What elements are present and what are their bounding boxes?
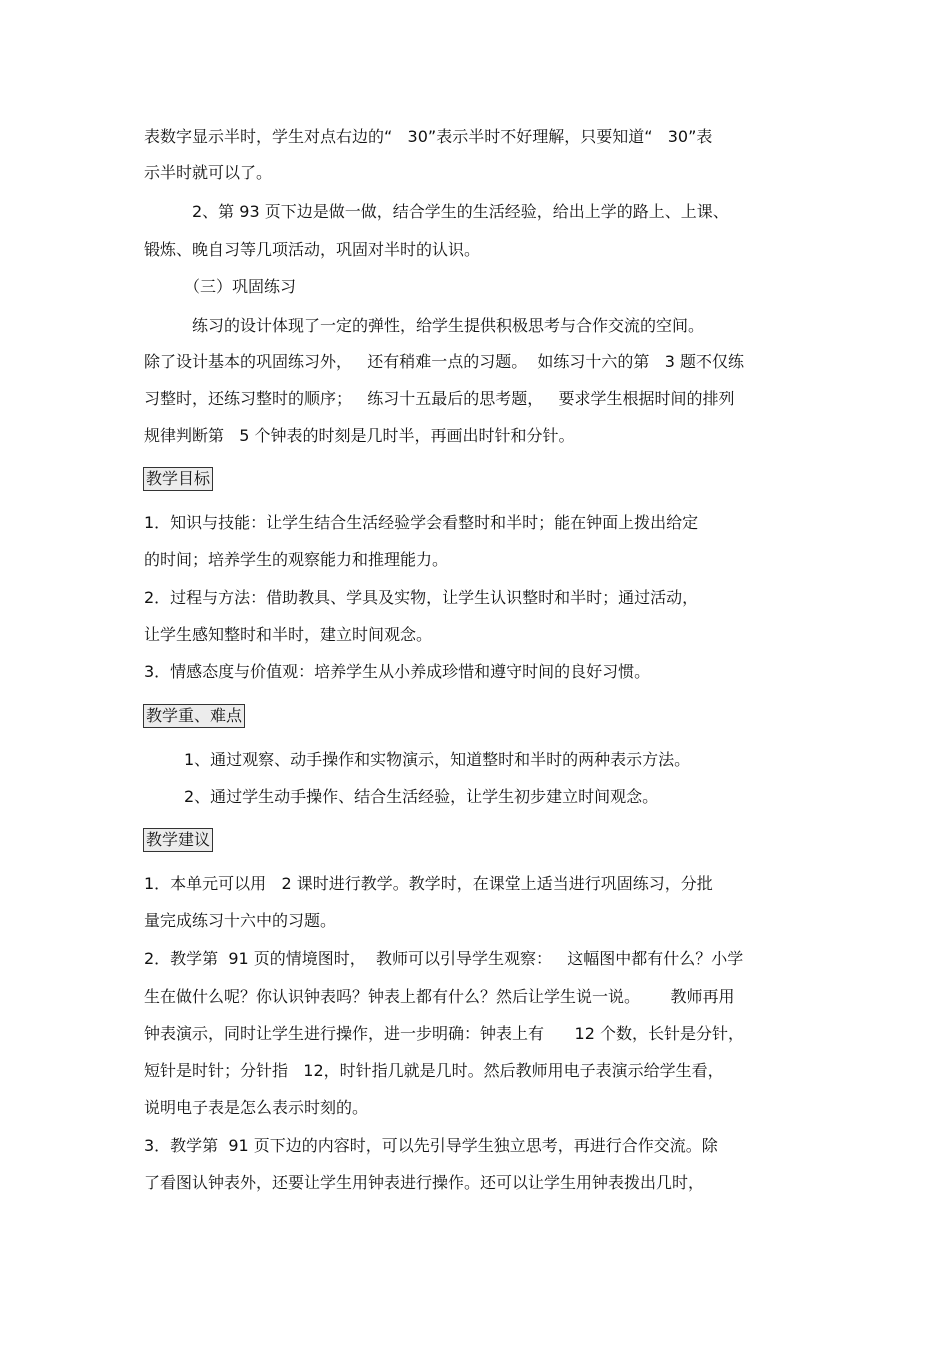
suggestions-line: 钟表演示，同时让学生进行操作，进一步明确：钟表上有 12 个数，长针是分针， [144,1024,744,1043]
key-points-line: 1、通过观察、动手操作和实物演示，知道整时和半时的两种表示方法。 [184,750,691,769]
section-subtitle: （三）巩固练习 [184,277,297,296]
intro-line: 2、第 93 页下边是做一做，结合学生的生活经验，给出上学的路上、上课、 [192,202,729,221]
suggestions-line: 量完成练习十六中的习题。 [144,911,337,930]
suggestions-line: 3．教学第 91 页下边的内容时，可以先引导学生独立思考，再进行合作交流。除 [144,1136,718,1155]
intro-line: 锻炼、晚自习等几项活动，巩固对半时的认识。 [144,240,481,259]
suggestions-line: 生在做什么呢？你认识钟表吗？钟表上都有什么？然后让学生说一说。 教师再用 [144,987,735,1006]
key-points-line: 2、通过学生动手操作、结合生活经验，让学生初步建立时间观念。 [184,787,659,806]
suggestions-line: 1．本单元可以用 2 课时进行教学。教学时，在课堂上适当进行巩固练习，分批 [144,874,713,893]
suggestions-heading: 教学建议 [143,828,213,852]
suggestions-line: 短针是时针；分针指 12，时针指几就是几时。然后教师用电子表演示给学生看， [144,1061,724,1080]
goals-line: 让学生感知整时和半时，建立时间观念。 [144,625,433,644]
goals-heading: 教学目标 [143,467,213,491]
suggestions-line: 说明电子表是怎么表示时刻的。 [144,1098,369,1117]
intro-line: 除了设计基本的巩固练习外， 还有稍难一点的习题。 如练习十六的第 3 题不仅练 [144,352,744,371]
intro-line: 表数字显示半时，学生对点右边的“ 30”表示半时不好理解，只要知道“ 30”表 [144,127,713,146]
intro-line: 示半时就可以了。 [144,163,273,182]
key-points-heading: 教学重、难点 [143,704,245,728]
goals-line: 的时间；培养学生的观察能力和推理能力。 [144,550,449,569]
goals-line: 3．情感态度与价值观：培养学生从小养成珍惜和遵守时间的良好习惯。 [144,662,651,681]
intro-line: 习整时，还练习整时的顺序； 练习十五最后的思考题， 要求学生根据时间的排列 [144,389,735,408]
suggestions-line: 2．教学第 91 页的情境图时， 教师可以引导学生观察： 这幅图中都有什么？小学 [144,949,744,968]
intro-line: 练习的设计体现了一定的弹性，给学生提供积极思考与合作交流的空间。 [192,316,705,335]
intro-line: 规律判断第 5 个钟表的时刻是几时半，再画出时针和分针。 [144,426,575,445]
goals-line: 2．过程与方法：借助教具、学具及实物，让学生认识整时和半时；通过活动， [144,588,699,607]
suggestions-line: 了看图认钟表外，还要让学生用钟表进行操作。还可以让学生用钟表拨出几时， [144,1173,705,1192]
goals-line: 1．知识与技能：让学生结合生活经验学会看整时和半时；能在钟面上拨出给定 [144,513,699,532]
